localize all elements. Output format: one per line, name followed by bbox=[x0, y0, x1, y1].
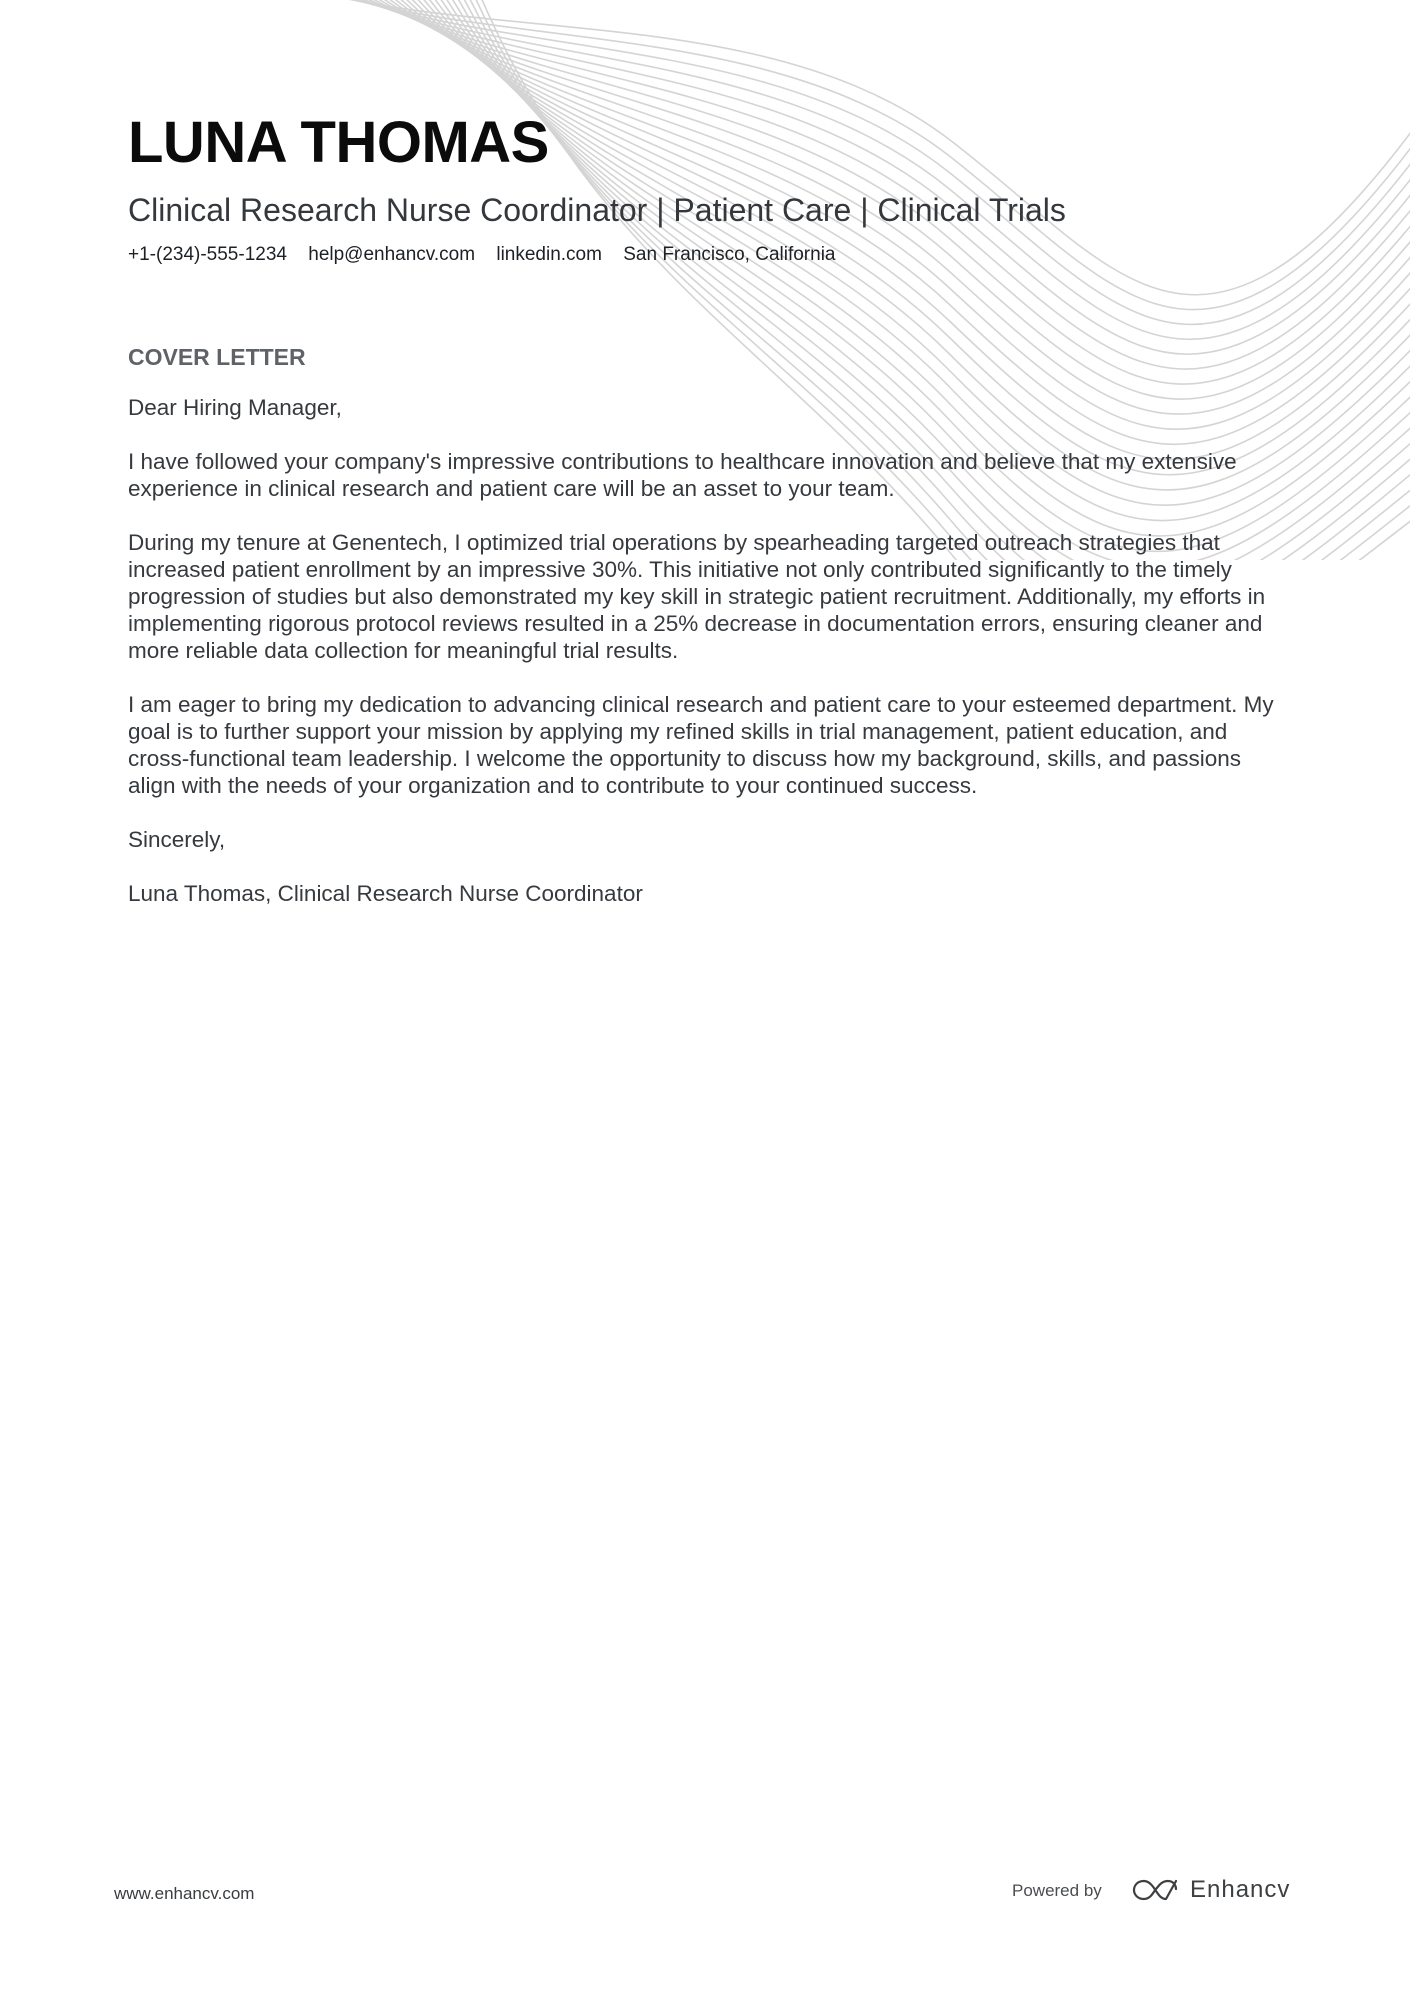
powered-by-label: Powered by bbox=[1012, 1881, 1102, 1900]
phone-number: +1-(234)-555-1234 bbox=[128, 244, 287, 265]
enhancv-brand[interactable] bbox=[1132, 1876, 1290, 1904]
paragraph-intro: I have followed your company's impressive contributions to healthcare innovation and believe that my extensive experience in clinical research and patient care will be an asset to your team. bbox=[128, 449, 1237, 501]
closing: Sincerely, bbox=[128, 827, 226, 852]
contact-info bbox=[128, 242, 1288, 268]
email-address[interactable]: help@enhancv.com bbox=[308, 244, 476, 265]
candidate-name: LUNA THOMAS bbox=[128, 110, 549, 175]
job-title: Clinical Research Nurse Coordinator | Patient Care | Clinical Trials bbox=[128, 192, 1066, 228]
paragraph-goals: I am eager to bring my dedication to advancing clinical research and patient care to your esteemed department. My goal is to further support your mission by applying my refined skills in trial management, patient education, and cross-functional team leadership. I welcome the opportunity to discuss how my background, skills, and passions align with the needs of your organization and to contribute to your continued success. bbox=[128, 692, 1274, 798]
greeting: Dear Hiring Manager, bbox=[128, 395, 342, 420]
infinity-logo-icon bbox=[1132, 1877, 1178, 1903]
linkedin-link[interactable]: linkedin.com bbox=[496, 244, 602, 265]
location: San Francisco, California bbox=[623, 244, 836, 265]
paragraph-experience: During my tenure at Genentech, I optimized trial operations by spearheading targeted outreach strategies that increased patient enrollment by an impressive 30%. This initiative not only contributed significantly to the timely progression of studies but also demonstrated my key skill in strategic patient recruitment. Additionally, my efforts in implementing rigorous protocol reviews resulted in a 25% decrease in documentation errors, ensuring cleaner and more reliable data collection for meaningful trial results. bbox=[128, 530, 1266, 663]
section-title: COVER LETTER bbox=[128, 344, 306, 370]
header bbox=[128, 110, 1288, 268]
footer-url[interactable]: www.enhancv.com bbox=[114, 1884, 255, 1903]
signature: Luna Thomas, Clinical Research Nurse Coordinator bbox=[128, 881, 643, 906]
cover-letter-body bbox=[128, 340, 1278, 934]
brand-name: Enhancv bbox=[1190, 1876, 1291, 1903]
